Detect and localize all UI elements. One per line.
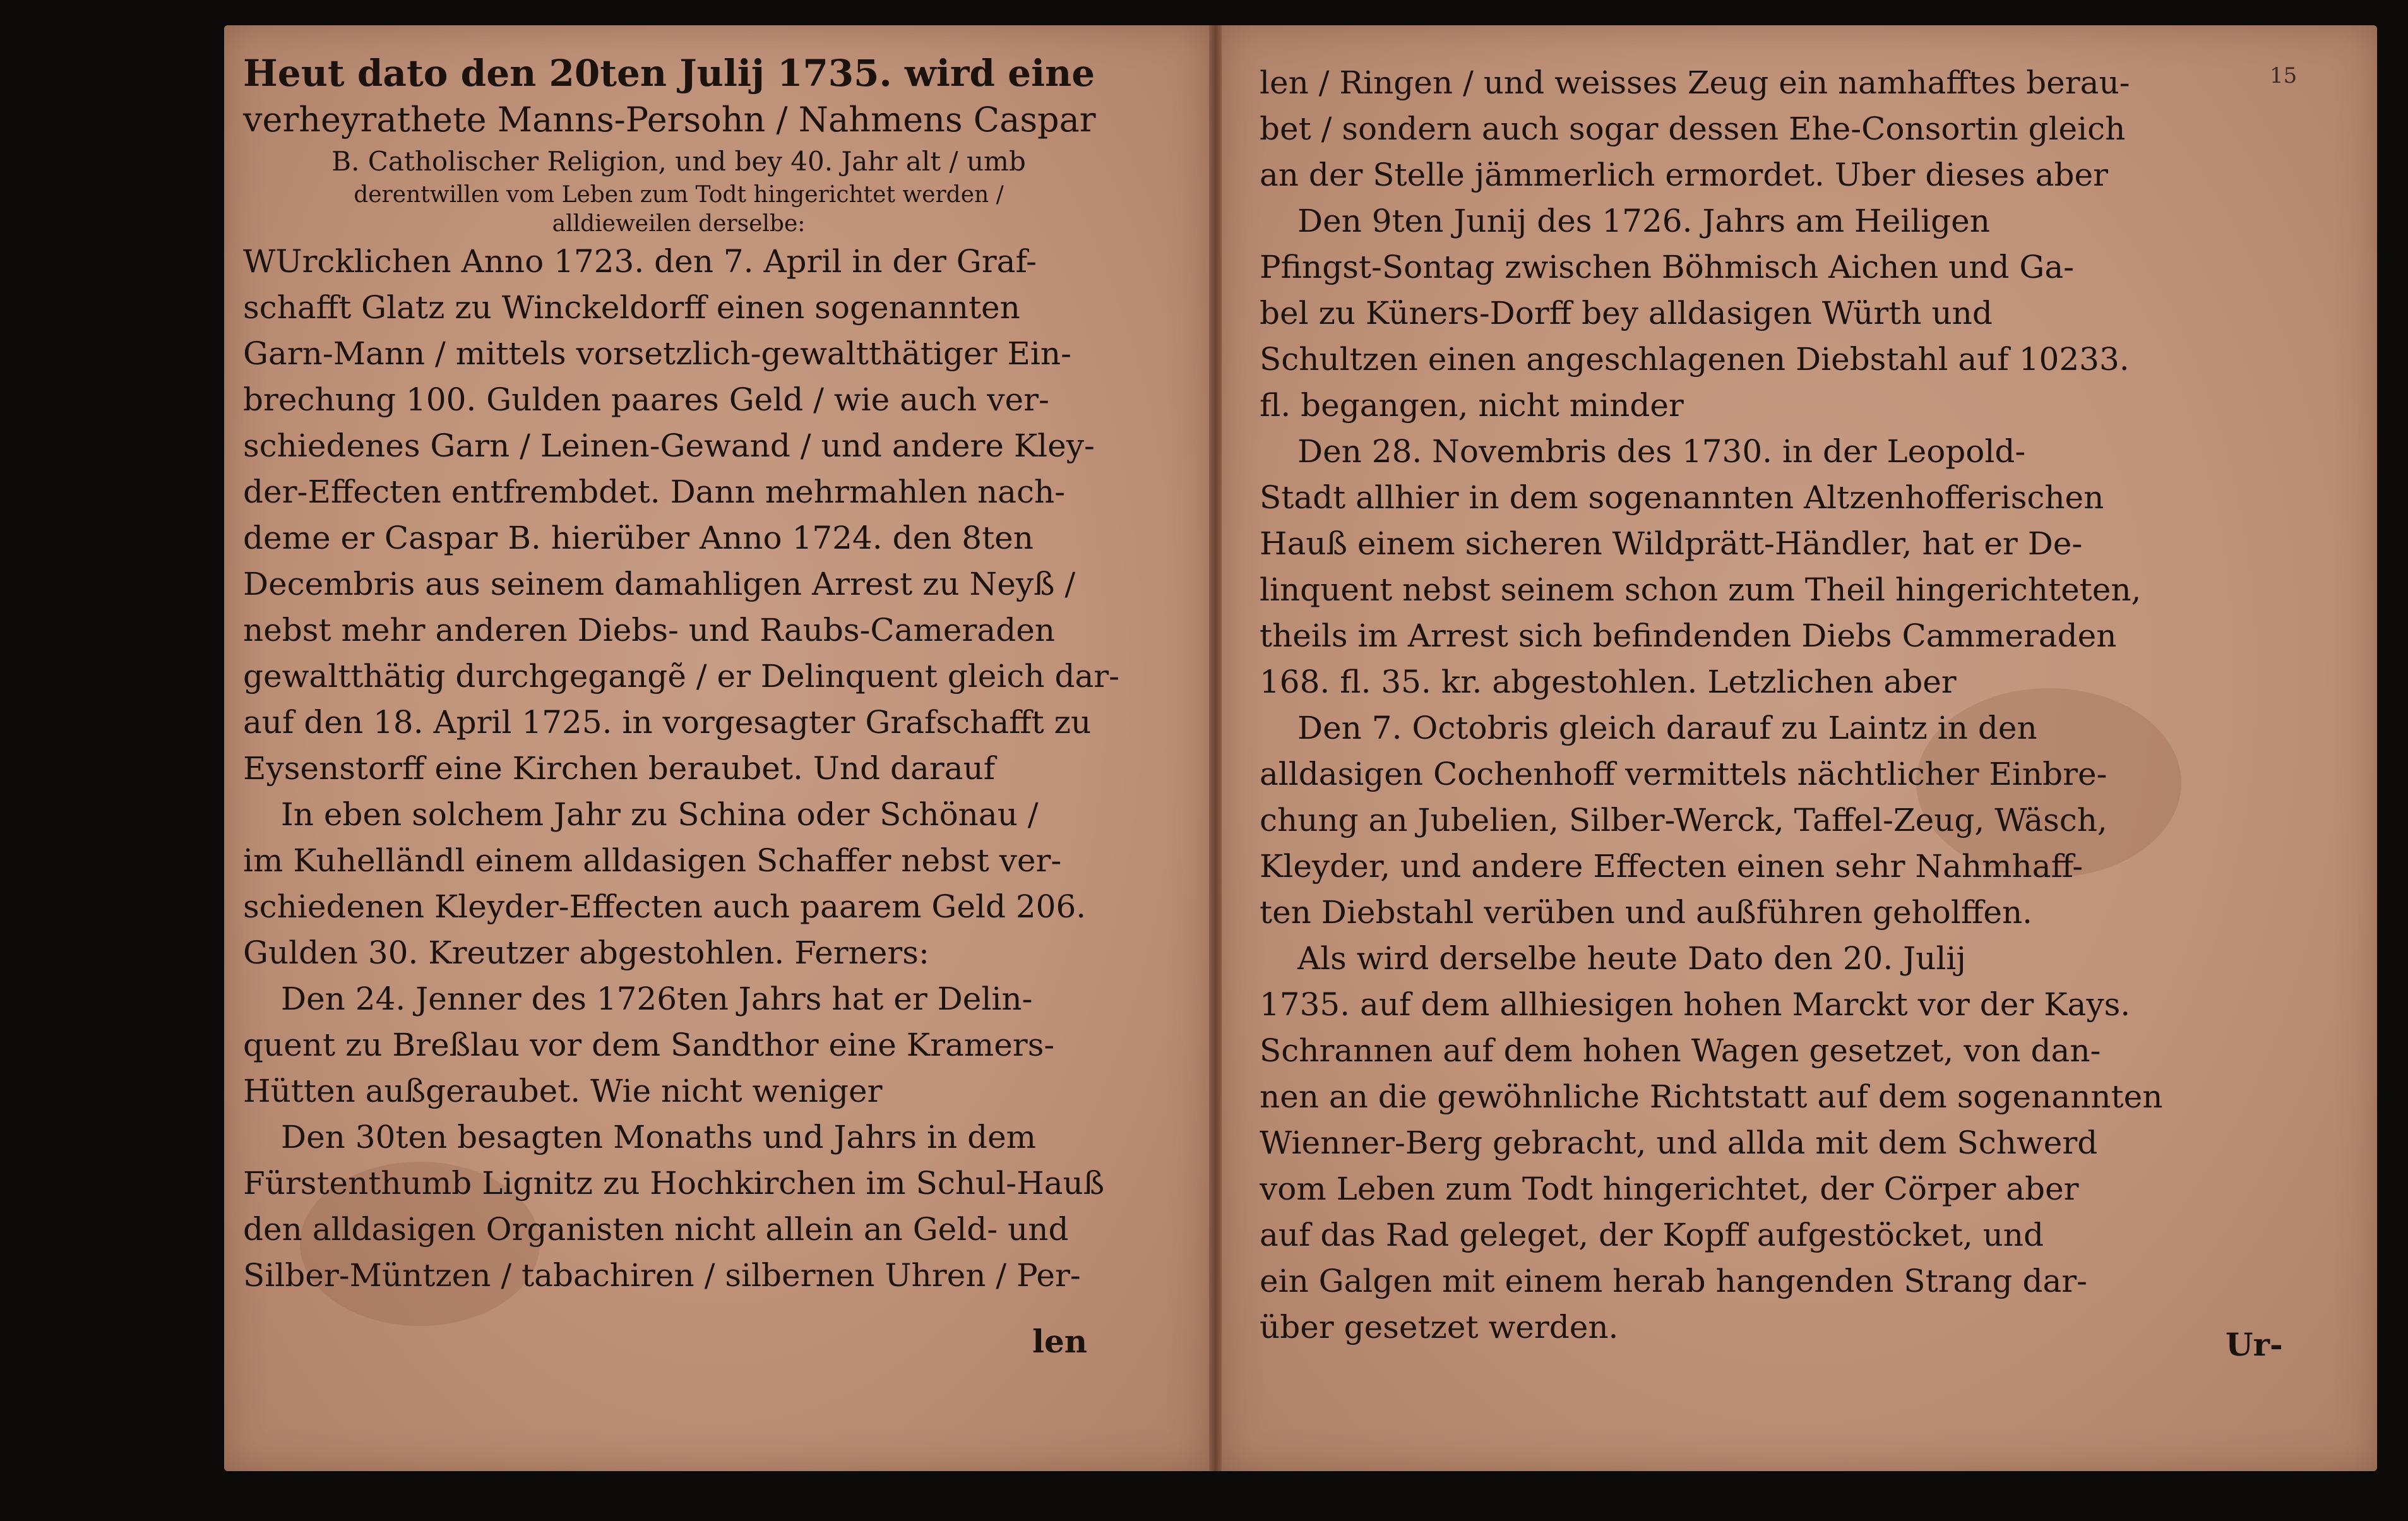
text-line: nen an die gewöhnliche Richtstatt auf dem sogenannten: [1260, 1078, 2163, 1115]
text-line: auf den 18. April 1725. in vorgesagter Grafschafft zu: [243, 704, 1092, 741]
text-line: fl. begangen, nicht minder: [1260, 387, 1684, 424]
text-line: linquent nebst seinem schon zum Theil hingerichteten,: [1260, 571, 2142, 608]
text-line: Den 7. Octobris gleich darauf zu Laintz in den: [1297, 710, 2037, 746]
text-line: Pfingst-Sontag zwischen Böhmisch Aichen und Ga-: [1260, 249, 2075, 285]
text-line: Gulden 30. Kreutzer abgestohlen. Ferners:: [243, 934, 929, 971]
text-line: 168. fl. 35. kr. abgestohlen. Letzlichen aber: [1260, 664, 1957, 700]
text-line: Den 28. Novembris des 1730. in der Leopold-: [1297, 433, 2026, 470]
text-line: Eysenstorff eine Kirchen beraubet. Und darauf: [243, 750, 996, 787]
text-line: im Kuhelländl einem alldasigen Schaffer nebst ver-: [243, 842, 1062, 879]
text-line: quent zu Breßlau vor dem Sandthor eine Kramers-: [243, 1027, 1055, 1063]
text-line: Schultzen einen angeschlagenen Diebstahl auf 10233.: [1260, 341, 2130, 378]
text-line: chung an Jubelien, Silber-Werck, Taffel-Zeug, Wäsch,: [1260, 802, 2107, 838]
right-page: [1222, 25, 2377, 1471]
book-spread: [224, 25, 2377, 1471]
text-line: Kleyder, und andere Effecten einen sehr Nahmhaff-: [1260, 848, 2083, 885]
text-line: alldasigen Cochenhoff vermittels nächtlicher Einbre-: [1260, 756, 2107, 792]
text-line: vom Leben zum Todt hingerichtet, der Cörper aber: [1260, 1171, 2079, 1207]
text-line: Silber-Müntzen / tabachiren / silbernen Uhren / Per-: [243, 1257, 1081, 1294]
text-line: Den 9ten Junij des 1726. Jahrs am Heiligen: [1297, 203, 1990, 239]
text-line: über gesetzet werden.: [1260, 1309, 1619, 1345]
text-line: Garn-Mann / mittels vorsetzlich-gewaltthätiger Ein-: [243, 335, 1071, 372]
right-page-text: [1260, 60, 2163, 1351]
text-line: theils im Arrest sich befindenden Diebs Cammeraden: [1260, 617, 2117, 654]
text-line: B. Catholischer Religion, und bey 40. Jahr alt / umb: [331, 146, 1026, 177]
text-line: der-Effecten entfrembdet. Dann mehrmahlen nach-: [243, 474, 1066, 510]
book-gutter: [1209, 25, 1222, 1471]
text-line: verheyrathete Manns-Persohn / Nahmens Caspar: [243, 100, 1096, 140]
left-page: [224, 25, 1209, 1471]
text-line: deme er Caspar B. hierüber Anno 1724. den 8ten: [243, 520, 1034, 556]
page-number: 15: [2270, 63, 2298, 88]
text-line: Fürstenthumb Lignitz zu Hochkirchen im Schul-Hauß: [243, 1165, 1105, 1202]
text-line: bet / sondern auch sogar dessen Ehe-Consortin gleich: [1260, 110, 2126, 147]
catchword: Ur-: [2226, 1326, 2283, 1363]
text-line: Als wird derselbe heute Dato den 20. Julij: [1297, 940, 1966, 977]
text-line: derentwillen vom Leben zum Todt hingerichtet werden /: [354, 182, 1004, 208]
left-page-text: [243, 51, 1120, 1299]
text-line: Wienner-Berg gebracht, und allda mit dem Schwerd: [1260, 1124, 2098, 1161]
catchword: len: [1032, 1323, 1088, 1360]
text-line: Heut dato den 20ten Julij 1735. wird eine: [243, 52, 1095, 95]
text-line: nebst mehr anderen Diebs- und Raubs-Cameraden: [243, 612, 1056, 648]
text-line: In eben solchem Jahr zu Schina oder Schönau /: [281, 796, 1039, 833]
text-line: Schrannen auf dem hohen Wagen gesetzet, von dan-: [1260, 1032, 2101, 1069]
text-line: auf das Rad geleget, der Kopff aufgestöcket, und: [1260, 1217, 2044, 1253]
text-line: ten Diebstahl verüben und außführen geholffen.: [1260, 894, 2033, 931]
text-line: den alldasigen Organisten nicht allein an Geld- und: [243, 1211, 1069, 1248]
text-line: an der Stelle jämmerlich ermordet. Uber dieses aber: [1260, 157, 2109, 193]
text-line: gewaltthätig durchgegangẽ / er Delinquent gleich dar-: [243, 658, 1120, 695]
text-line: Hauß einem sicheren Wildprätt-Händler, hat er De-: [1260, 525, 2083, 562]
text-line: schafft Glatz zu Winckeldorff einen sogenannten: [243, 289, 1020, 326]
text-line: bel zu Küners-Dorff bey alldasigen Würth und: [1260, 295, 1993, 331]
text-line: alldieweilen derselbe:: [552, 211, 806, 237]
text-line: schiedenen Kleyder-Effecten auch paarem Geld 206.: [243, 888, 1087, 925]
text-line: Stadt allhier in dem sogenannten Altzenhofferischen: [1260, 479, 2104, 516]
text-line: WUrcklichen Anno 1723. den 7. April in der Graf-: [243, 243, 1037, 280]
text-line: schiedenes Garn / Leinen-Gewand / und andere Kley-: [243, 427, 1095, 464]
text-line: ein Galgen mit einem herab hangenden Strang dar-: [1260, 1263, 2088, 1299]
text-line: Decembris aus seinem damahligen Arrest zu Neyß /: [243, 566, 1076, 602]
text-line: Den 24. Jenner des 1726ten Jahrs hat er Delin-: [281, 981, 1033, 1017]
text-line: brechung 100. Gulden paares Geld / wie auch ver-: [243, 381, 1049, 418]
text-line: Den 30ten besagten Monaths und Jahrs in dem: [281, 1119, 1037, 1155]
text-line: len / Ringen / und weisses Zeug ein namhafftes berau-: [1260, 64, 2130, 101]
text-line: 1735. auf dem allhiesigen hohen Marckt vor der Kays.: [1260, 986, 2131, 1023]
text-line: Hütten außgeraubet. Wie nicht weniger: [243, 1073, 883, 1109]
